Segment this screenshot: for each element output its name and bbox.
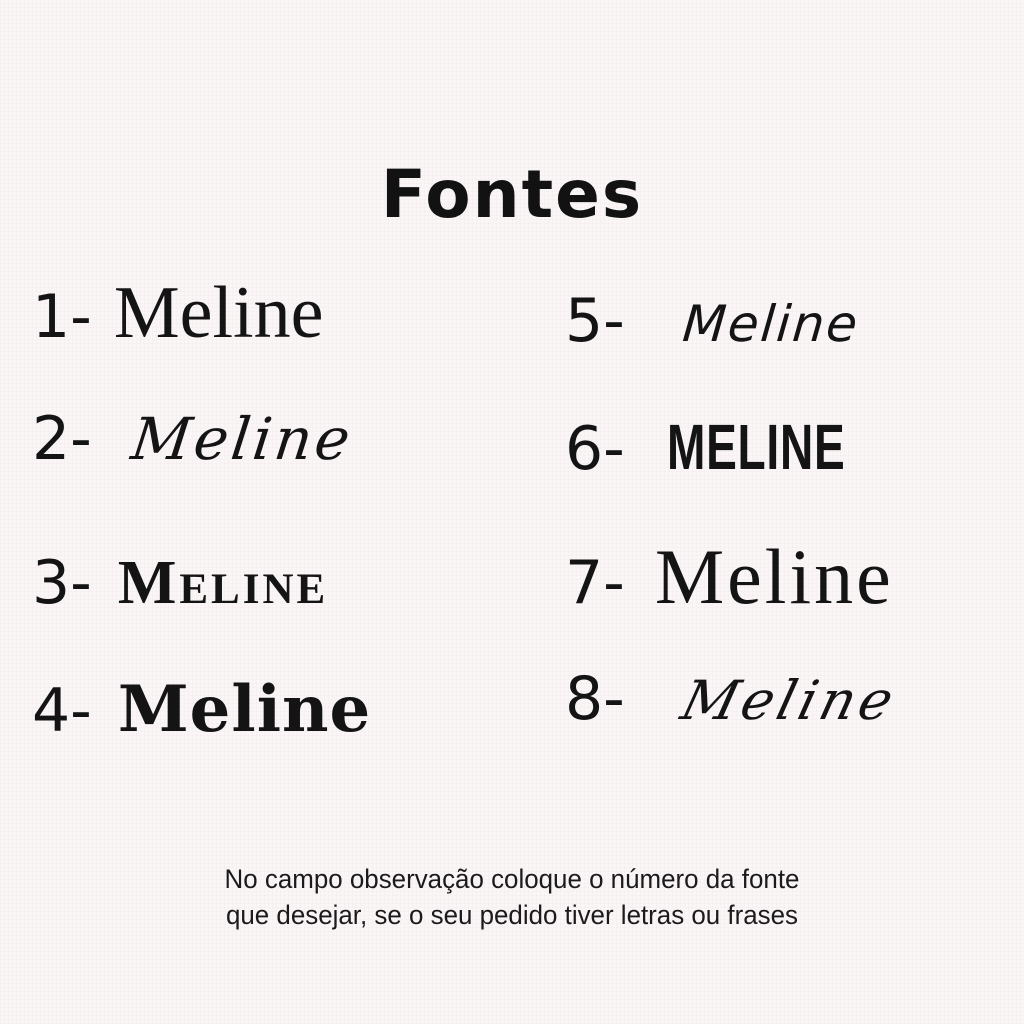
font-number-4: 4-	[32, 676, 92, 746]
font-option-7	[565, 533, 894, 620]
font-sample-3-decorative-smallcaps: Meline	[117, 549, 329, 617]
font-number-5: 5-	[565, 286, 625, 356]
font-number-6: 6-	[565, 414, 625, 484]
font-sample-5-handwritten-script: Meline	[680, 295, 862, 353]
footer-instructions	[20, 862, 1003, 933]
font-sample-4-bold-slab: Meline	[117, 672, 372, 747]
font-number-8: 8-	[565, 664, 625, 734]
footer-line-1: No campo observação coloque o número da fonte	[224, 864, 800, 894]
font-option-4	[32, 672, 372, 747]
font-number-3: 3-	[32, 548, 92, 618]
footer-line-2: que desejar, se o seu pedido tiver letras ou frases	[225, 899, 799, 930]
font-sample-2-cursive-script: Meline	[127, 405, 357, 473]
font-option-3	[32, 548, 328, 618]
font-sample-6-condensed-caps: MELINE	[666, 411, 846, 483]
font-option-2	[32, 404, 357, 474]
font-option-6	[565, 411, 915, 484]
font-number-1: 1-	[32, 282, 92, 352]
font-sample-1-classic-serif: Meline	[113, 272, 324, 354]
font-number-7: 7-	[565, 548, 625, 618]
page-title: Fontes	[380, 156, 644, 234]
font-sample-7-elegant-serif: Meline	[654, 533, 894, 620]
font-option-5	[565, 286, 862, 356]
font-option-8	[565, 664, 904, 734]
font-number-2: 2-	[32, 404, 92, 474]
font-sample-8-calligraphy-script: Meline	[675, 669, 904, 732]
font-option-1	[32, 272, 324, 354]
